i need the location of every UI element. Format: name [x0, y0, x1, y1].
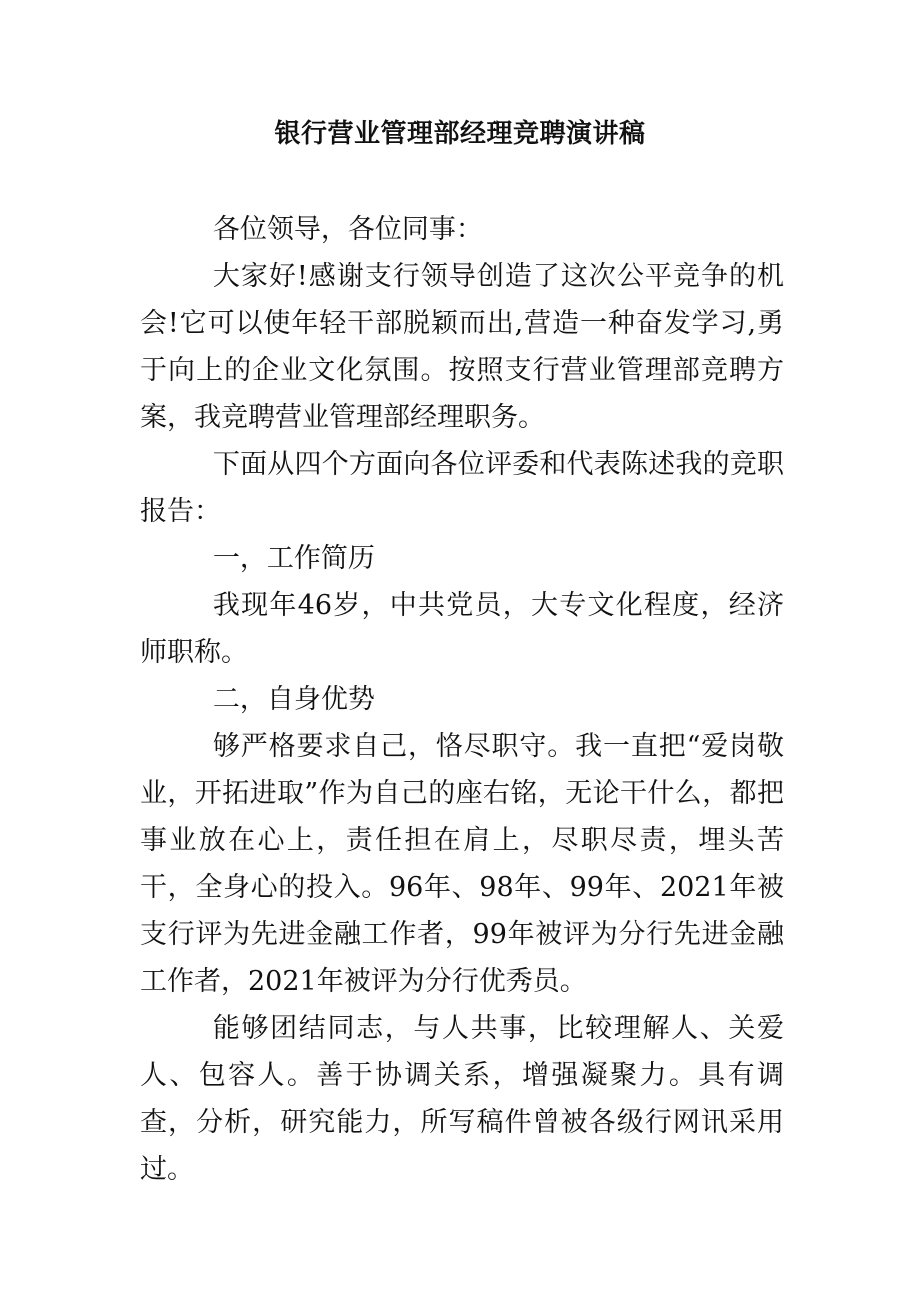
- section-heading-work-history: 一，工作简历: [212, 543, 375, 574]
- salutation-paragraph: 各位领导，各位同事：: [212, 214, 483, 245]
- intro-paragraph: 下面从四个方面向各位评委和代表陈述我的竞职报告：: [140, 449, 784, 527]
- document-body: [140, 206, 784, 1193]
- document-title: 银行营业管理部经理竞聘演讲稿: [274, 119, 646, 149]
- strengths-paragraph-1: 够严格要求自己，恪尽职守。我一直把“爱岗敬业，开拓进取”作为自己的座右铭，无论干什么，都把事业放在心上，责任担在肩上，尽职尽责，埋头苦干，全身心的投入。96年、98年、99年、2021年被支行评为先进金融工作者，99年被评为分行先进金融工作者，2021年被评为分行优秀员。: [140, 731, 784, 997]
- greeting-paragraph: 大家好!感谢支行领导创造了这次公平竞争的机会!它可以使年轻干部脱颖而出,营造一种奋发学习,勇于向上的企业文化氛围。按照支行营业管理部竞聘方案，我竞聘营业管理部经理职务。: [140, 261, 784, 433]
- work-history-paragraph: 我现年46岁，中共党员，大专文化程度，经济师职称。: [140, 590, 784, 668]
- section-heading-strengths: 二，自身优势: [212, 684, 375, 715]
- strengths-paragraph-2: 能够团结同志，与人共事，比较理解人、关爱人、包容人。善于协调关系，增强凝聚力。具有调查，分析，研究能力，所写稿件曾被各级行网讯采用过。: [140, 1013, 784, 1185]
